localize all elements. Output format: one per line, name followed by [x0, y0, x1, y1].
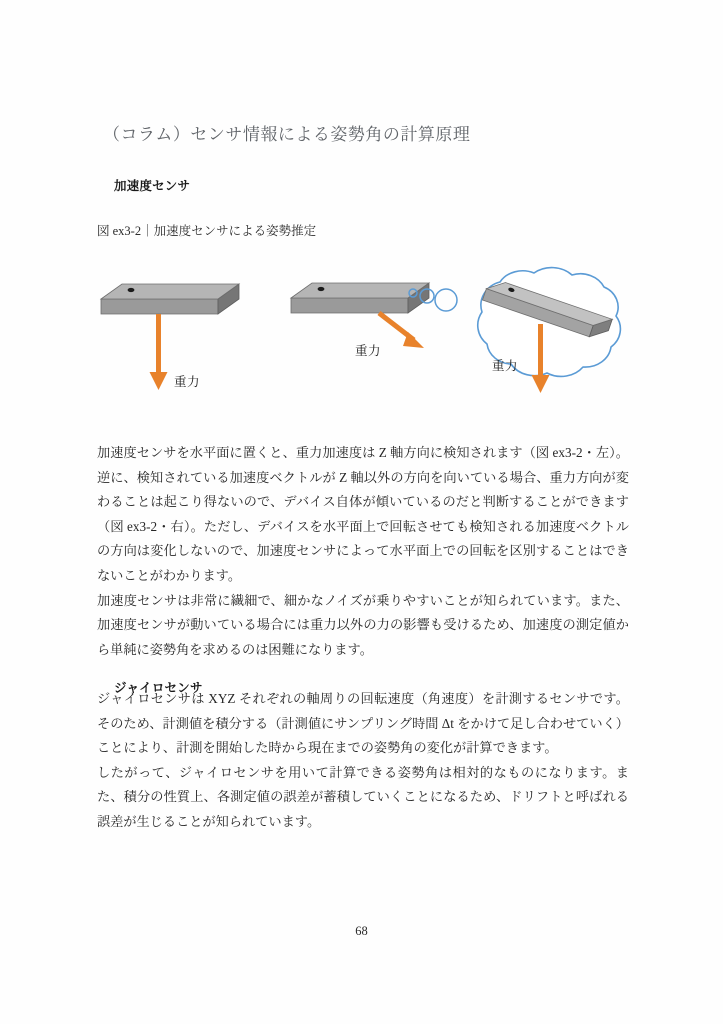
figure-ex3-2 [90, 252, 635, 422]
page-number: 68 [355, 924, 368, 938]
figure-caption: 図 ex3-2｜加速度センサによる姿勢推定 [97, 224, 317, 238]
section-heading-gyroscope: ジャイロセンサ [114, 680, 203, 695]
device-left-flat [101, 284, 239, 314]
gravity-arrow-left [150, 314, 168, 390]
figure-illustration [90, 252, 635, 422]
gravity-label-left: 重力 [174, 374, 201, 389]
gravity-label-middle: 重力 [355, 343, 382, 358]
gravity-arrow-middle [379, 313, 424, 348]
section-heading-accelerometer: 加速度センサ [114, 178, 191, 193]
gravity-label-cloud: 重力 [492, 358, 519, 373]
device-middle-flat [291, 283, 429, 313]
body-text-gyroscope [97, 687, 629, 835]
paragraph-gyro-2: したがって、ジャイロセンサを用いて計算できる姿勢角は相対的なものになります。また、積分の性質上、各測定値の誤差が蓄積していくことになるため、ドリフトと呼ばれる誤差が生じることが知られています。 [97, 764, 629, 829]
paragraph-accel-2: 加速度センサは非常に繊細で、細かなノイズが乗りやすいことが知られています。また、加速度センサが動いている場合には重力以外の力の影響も受けるため、加速度の測定値から単純に姿勢角を求めるのは困難になります。 [97, 592, 629, 657]
body-text-accelerometer [97, 441, 629, 662]
paragraph-accel-1: 加速度センサを水平面に置くと、重力加速度は Z 軸方向に検知されます（図 ex3-2・左）。逆に、検知されている加速度ベクトルが Z 軸以外の方向を向いている場合、重力方向が変わることは起こり得ないので、デバイス自体が傾いているのだと判断することができます（図 ex3-2・右）。ただし、デバイスを水平面上で回転させても検知される加速度ベクトルの方向は変化しないので、加速度センサによって水平面上での回転を区別することはできないことがわかります。 [97, 445, 629, 583]
page-title: （コラム）センサ情報による姿勢角の計算原理 [103, 125, 471, 144]
paragraph-gyro-1: ジャイロセンサは XYZ それぞれの軸周りの回転速度（角速度）を計測するセンサです。そのため、計測値を積分する（計測値にサンプリング時間 Δt をかけて足し合わせていく）ことにより、計測を開始した時から現在までの姿勢角の変化が計算できます。 [97, 691, 629, 756]
